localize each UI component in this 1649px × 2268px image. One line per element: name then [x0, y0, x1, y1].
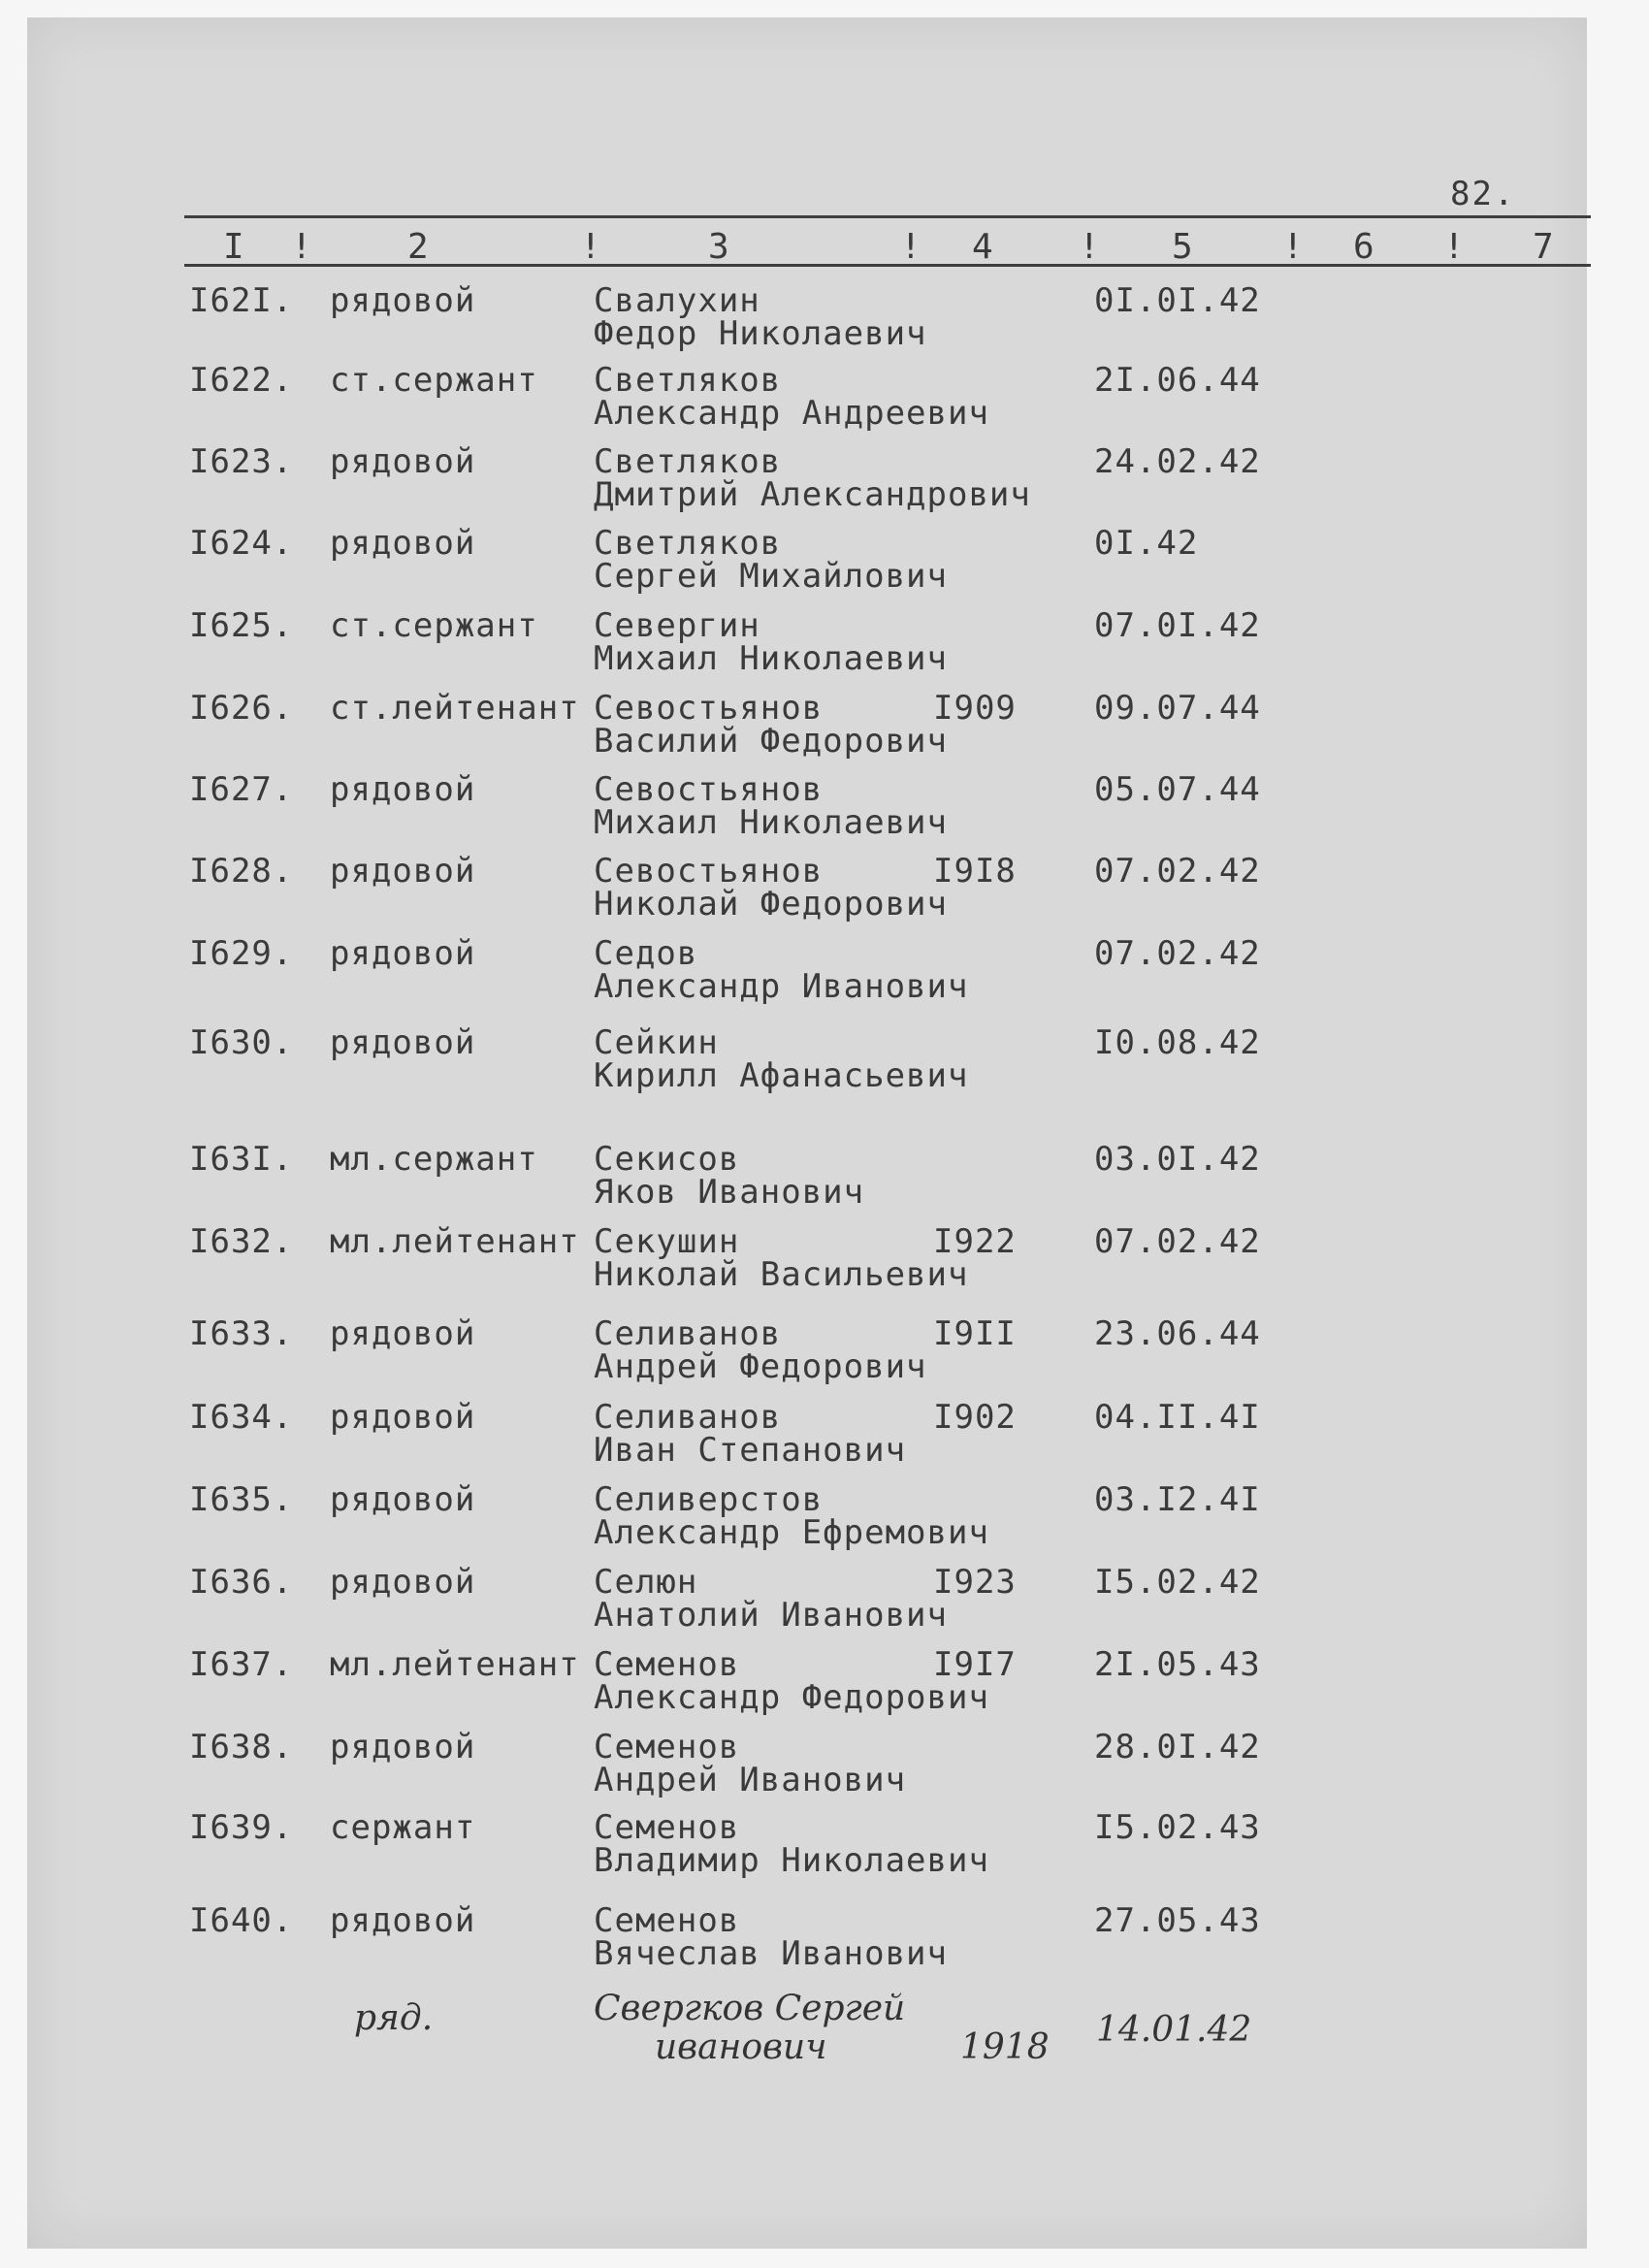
- table-row: [0, 524, 1649, 601]
- row-surname: Селиванов: [594, 1398, 782, 1437]
- row-surname: Семенов: [594, 1645, 740, 1684]
- row-surname: Светляков: [594, 524, 782, 563]
- row-given-name: Василий Федорович: [594, 722, 948, 761]
- row-number: I623.: [189, 442, 294, 481]
- row-birth-year: I9I7: [933, 1645, 1017, 1684]
- row-birth-year: I909: [933, 689, 1017, 728]
- row-surname: Селиванов: [594, 1314, 782, 1353]
- row-surname: Севостьянов: [594, 689, 824, 728]
- row-given-name: Александр Федорович: [594, 1678, 989, 1717]
- row-number: I628.: [189, 852, 294, 891]
- row-date: 05.07.44: [1094, 770, 1261, 809]
- row-surname: Севостьянов: [594, 852, 824, 891]
- row-given-name: Владимир Николаевич: [594, 1841, 989, 1880]
- header-col-7: 7: [1533, 227, 1554, 267]
- row-rank: ст.лейтенант: [330, 689, 580, 728]
- header-col-1: I: [223, 227, 244, 267]
- row-given-name: Вячеслав Иванович: [594, 1934, 948, 1973]
- header-col-3: 3: [708, 227, 729, 267]
- header-rule-top: [184, 215, 1591, 218]
- handwritten-surname: Свергков Сергей: [594, 1989, 906, 2028]
- row-date: I5.02.43: [1094, 1808, 1261, 1847]
- row-rank: рядовой: [330, 1728, 476, 1766]
- table-row: [0, 1480, 1649, 1558]
- row-date: 07.02.42: [1094, 1222, 1261, 1261]
- row-number: I634.: [189, 1398, 294, 1437]
- row-rank: рядовой: [330, 1901, 476, 1940]
- row-rank: мл.лейтенант: [330, 1645, 580, 1684]
- row-given-name: Александр Ефремович: [594, 1513, 989, 1552]
- header-separator: !: [291, 227, 312, 267]
- row-rank: мл.лейтенант: [330, 1222, 580, 1261]
- header-separator: !: [1282, 227, 1304, 267]
- row-date: 24.02.42: [1094, 442, 1261, 481]
- row-date: 27.05.43: [1094, 1901, 1261, 1940]
- handwritten-year: 1918: [960, 2027, 1050, 2067]
- row-given-name: Яков Иванович: [594, 1173, 865, 1212]
- row-surname: Севостьянов: [594, 770, 824, 809]
- row-number: I635.: [189, 1480, 294, 1519]
- row-surname: Селюн: [594, 1563, 698, 1602]
- row-date: 2I.05.43: [1094, 1645, 1261, 1684]
- table-row: [0, 934, 1649, 1012]
- row-rank: рядовой: [330, 281, 476, 320]
- row-surname: Сейкин: [594, 1023, 719, 1062]
- row-number: I627.: [189, 770, 294, 809]
- row-rank: рядовой: [330, 934, 476, 973]
- row-number: I622.: [189, 361, 294, 400]
- row-given-name: Александр Иванович: [594, 967, 969, 1006]
- table-row: [0, 606, 1649, 684]
- table-row: [0, 1808, 1649, 1886]
- header-separator: !: [580, 227, 601, 267]
- row-date: 28.0I.42: [1094, 1728, 1261, 1766]
- header-col-4: 4: [972, 227, 993, 267]
- row-number: I640.: [189, 1901, 294, 1940]
- row-number: I625.: [189, 606, 294, 645]
- handwritten-rank: ряд.: [354, 1998, 434, 2038]
- header-col-5: 5: [1172, 227, 1193, 267]
- table-row: [0, 1140, 1649, 1217]
- row-surname: Семенов: [594, 1901, 740, 1940]
- row-given-name: Николай Федорович: [594, 885, 948, 923]
- row-surname: Седов: [594, 934, 698, 973]
- row-rank: рядовой: [330, 1314, 476, 1353]
- row-surname: Секушин: [594, 1222, 740, 1261]
- row-surname: Светляков: [594, 361, 782, 400]
- table-row: [0, 1563, 1649, 1640]
- row-given-name: Михаил Николаевич: [594, 803, 948, 842]
- row-number: I62I.: [189, 281, 294, 320]
- row-date: 04.II.4I: [1094, 1398, 1261, 1437]
- row-rank: рядовой: [330, 1398, 476, 1437]
- page-number: 82.: [1450, 175, 1516, 213]
- row-given-name: Кирилл Афанасьевич: [594, 1056, 969, 1095]
- row-number: I636.: [189, 1563, 294, 1602]
- row-birth-year: I922: [933, 1222, 1017, 1261]
- header-rule-bottom: [184, 264, 1591, 267]
- row-given-name: Александр Андреевич: [594, 394, 989, 433]
- row-date: 03.I2.4I: [1094, 1480, 1261, 1519]
- header-col-2: 2: [407, 227, 429, 267]
- row-date: 07.02.42: [1094, 852, 1261, 891]
- table-row: [0, 1645, 1649, 1723]
- row-number: I624.: [189, 524, 294, 563]
- row-given-name: Михаил Николаевич: [594, 639, 948, 678]
- handwritten-date: 14.01.42: [1096, 2010, 1252, 2050]
- handwritten-given: иванович: [655, 2027, 827, 2067]
- table-row: [0, 1222, 1649, 1300]
- row-given-name: Андрей Иванович: [594, 1761, 907, 1799]
- row-date: 09.07.44: [1094, 689, 1261, 728]
- row-given-name: Дмитрий Александрович: [594, 475, 1031, 514]
- header-col-6: 6: [1353, 227, 1374, 267]
- table-row: [0, 281, 1649, 359]
- row-given-name: Сергей Михайлович: [594, 557, 948, 596]
- row-date: 0I.42: [1094, 524, 1199, 563]
- row-number: I632.: [189, 1222, 294, 1261]
- header-separator: !: [1079, 227, 1100, 267]
- table-row: [0, 361, 1649, 438]
- row-rank: рядовой: [330, 1563, 476, 1602]
- row-birth-year: I923: [933, 1563, 1017, 1602]
- row-date: 07.02.42: [1094, 934, 1261, 973]
- table-row: [0, 1728, 1649, 1805]
- row-rank: рядовой: [330, 524, 476, 563]
- table-row: [0, 852, 1649, 929]
- table-row: [0, 1314, 1649, 1392]
- row-date: 07.0I.42: [1094, 606, 1261, 645]
- row-date: 23.06.44: [1094, 1314, 1261, 1353]
- row-rank: сержант: [330, 1808, 476, 1847]
- row-surname: Семенов: [594, 1728, 740, 1766]
- row-surname: Селиверстов: [594, 1480, 824, 1519]
- row-rank: мл.сержант: [330, 1140, 538, 1179]
- row-rank: рядовой: [330, 770, 476, 809]
- row-date: 0I.0I.42: [1094, 281, 1261, 320]
- row-birth-year: I9I8: [933, 852, 1017, 891]
- header-separator: !: [1443, 227, 1465, 267]
- row-number: I63I.: [189, 1140, 294, 1179]
- row-birth-year: I9II: [933, 1314, 1017, 1353]
- row-surname: Севергин: [594, 606, 760, 645]
- table-row: [0, 442, 1649, 520]
- row-number: I630.: [189, 1023, 294, 1062]
- row-date: 2I.06.44: [1094, 361, 1261, 400]
- row-given-name: Андрей Федорович: [594, 1347, 927, 1386]
- row-rank: рядовой: [330, 852, 476, 891]
- row-given-name: Федор Николаевич: [594, 314, 927, 353]
- row-rank: рядовой: [330, 442, 476, 481]
- row-rank: рядовой: [330, 1480, 476, 1519]
- table-row: [0, 1398, 1649, 1475]
- row-birth-year: I902: [933, 1398, 1017, 1437]
- row-number: I637.: [189, 1645, 294, 1684]
- row-number: I626.: [189, 689, 294, 728]
- row-surname: Светляков: [594, 442, 782, 481]
- row-given-name: Анатолий Иванович: [594, 1596, 948, 1635]
- row-date: I0.08.42: [1094, 1023, 1261, 1062]
- row-rank: рядовой: [330, 1023, 476, 1062]
- table-row: [0, 770, 1649, 848]
- row-number: I629.: [189, 934, 294, 973]
- row-number: I633.: [189, 1314, 294, 1353]
- row-number: I638.: [189, 1728, 294, 1766]
- row-date: 03.0I.42: [1094, 1140, 1261, 1179]
- row-rank: ст.сержант: [330, 606, 538, 645]
- row-surname: Свалухин: [594, 281, 760, 320]
- row-date: I5.02.42: [1094, 1563, 1261, 1602]
- table-row: [0, 689, 1649, 766]
- table-row: [0, 1901, 1649, 1979]
- row-surname: Секисов: [594, 1140, 740, 1179]
- row-given-name: Иван Степанович: [594, 1431, 907, 1470]
- row-surname: Семенов: [594, 1808, 740, 1847]
- row-rank: ст.сержант: [330, 361, 538, 400]
- row-given-name: Николай Васильевич: [594, 1255, 969, 1294]
- header-separator: !: [900, 227, 922, 267]
- row-number: I639.: [189, 1808, 294, 1847]
- table-row: [0, 1023, 1649, 1101]
